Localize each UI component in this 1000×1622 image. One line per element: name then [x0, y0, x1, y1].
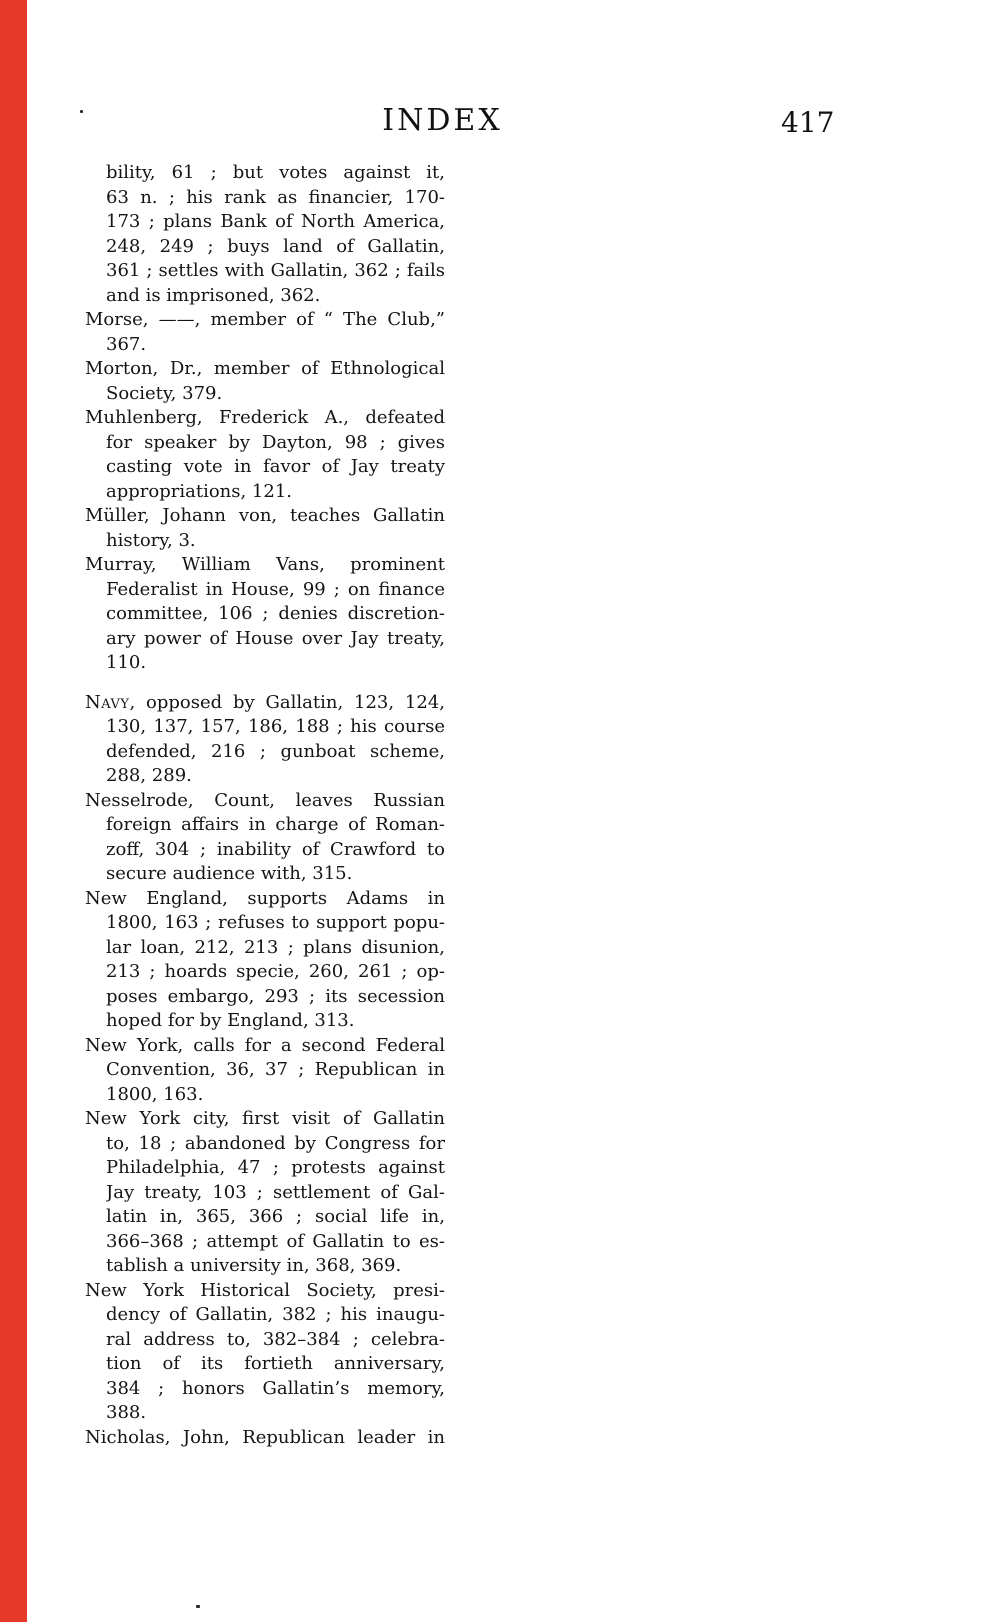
index-line: Philadelphia, 47 ; protests against [106, 1157, 445, 1178]
index-entry [85, 1107, 445, 1279]
index-line: foreign affairs in charge of Roman- [106, 814, 445, 835]
index-entry [85, 887, 445, 1034]
page-title: INDEX [382, 103, 503, 138]
index-line: 173 ; plans Bank of North America, [106, 211, 445, 232]
index-line: 110. [106, 652, 147, 673]
index-entry [85, 308, 445, 357]
index-line: latin in, 365, 366 ; social life in, [106, 1206, 445, 1227]
scan-speck [80, 110, 83, 113]
index-line: 384 ; honors Gallatin’s memory, [106, 1377, 445, 1399]
index-line: bility, 61 ; but votes against it, [106, 162, 445, 183]
index-line: Navy, opposed by Gallatin, 123, 124, [85, 691, 445, 713]
index-line: 248, 249 ; buys land of Gallatin, [106, 235, 445, 257]
entry-headword: Navy [85, 691, 130, 713]
index-line: tablish a university in, 368, 369. [106, 1255, 402, 1276]
index-line: 361 ; settles with Gallatin, 362 ; fails [106, 260, 445, 281]
index-line: 366–368 ; attempt of Gallatin to es- [106, 1230, 445, 1252]
index-line: New England, supports Adams in [85, 887, 445, 909]
index-line: ary power of House over Jay treaty, [106, 627, 445, 649]
index-entry [85, 1426, 445, 1451]
index-line: dency of Gallatin, 382 ; his inaugu- [106, 1304, 445, 1325]
index-line: 367. [106, 333, 147, 355]
index-line: Morse, ——, member of “ The Club,” [85, 309, 445, 330]
index-line: Murray, William Vans, prominent [85, 554, 445, 575]
index-line: Morton, Dr., member of Ethnological [85, 358, 445, 379]
index-line: and is imprisoned, 362. [106, 284, 321, 306]
index-line: defended, 216 ; gunboat scheme, [106, 740, 445, 762]
index-entry [85, 161, 445, 308]
index-entry [85, 504, 445, 553]
index-entry [85, 357, 445, 406]
index-line: Society, 379. [106, 382, 223, 404]
index-column [85, 161, 445, 1450]
index-line: tion of its fortieth anniversary, [106, 1353, 445, 1374]
index-line: 213 ; hoards specie, 260, 261 ; op- [106, 961, 445, 982]
index-line: for speaker by Dayton, 98 ; gives [106, 431, 445, 453]
index-line: Federalist in House, 99 ; on finance [106, 578, 445, 600]
index-entry [85, 1279, 445, 1426]
index-line: casting vote in favor of Jay treaty [106, 456, 445, 477]
index-line: hoped for by England, 313. [106, 1010, 355, 1031]
scan-speck [196, 1605, 200, 1608]
index-line: New York Historical Society, presi- [85, 1279, 445, 1301]
index-line: 1800, 163. [106, 1083, 204, 1105]
index-line: 288, 289. [106, 765, 192, 786]
index-line: 1800, 163 ; refuses to support popu- [106, 912, 445, 933]
index-line: appropriations, 121. [106, 480, 293, 502]
index-entry [85, 406, 445, 504]
index-entry [85, 691, 445, 789]
index-entry [85, 1034, 445, 1108]
page-number: 417 [781, 106, 835, 139]
index-line: ral address to, 382–384 ; celebra- [106, 1328, 445, 1350]
index-line: Müller, Johann von, teaches Gallatin [85, 505, 445, 526]
index-line: to, 18 ; abandoned by Congress for [106, 1132, 445, 1154]
index-line: secure audience with, 315. [106, 863, 353, 884]
index-line: Muhlenberg, Frederick A., defeated [85, 407, 445, 428]
page-edge-bar [0, 0, 27, 1622]
index-entry [85, 789, 445, 887]
index-line: 130, 137, 157, 186, 188 ; his course [106, 716, 445, 737]
index-line: New York city, first visit of Gallatin [85, 1108, 445, 1129]
index-line: 63 n. ; his rank as financier, 170- [106, 186, 445, 208]
index-entry [85, 553, 445, 676]
index-line: Jay treaty, 103 ; settlement of Gal- [106, 1181, 445, 1203]
index-line: history, 3. [106, 529, 196, 551]
index-line: poses embargo, 293 ; its secession [106, 985, 445, 1007]
index-line: Nicholas, John, Republican leader in [85, 1426, 445, 1448]
index-line: Nesselrode, Count, leaves Russian [85, 789, 445, 811]
index-line: 388. [106, 1402, 147, 1423]
index-line: Convention, 36, 37 ; Republican in [106, 1059, 445, 1080]
index-line: zoff, 304 ; inability of Crawford to [106, 838, 445, 860]
index-line: committee, 106 ; denies discretion- [106, 603, 445, 624]
index-line: lar loan, 212, 213 ; plans disunion, [106, 936, 445, 958]
index-line: New York, calls for a second Federal [85, 1034, 445, 1056]
